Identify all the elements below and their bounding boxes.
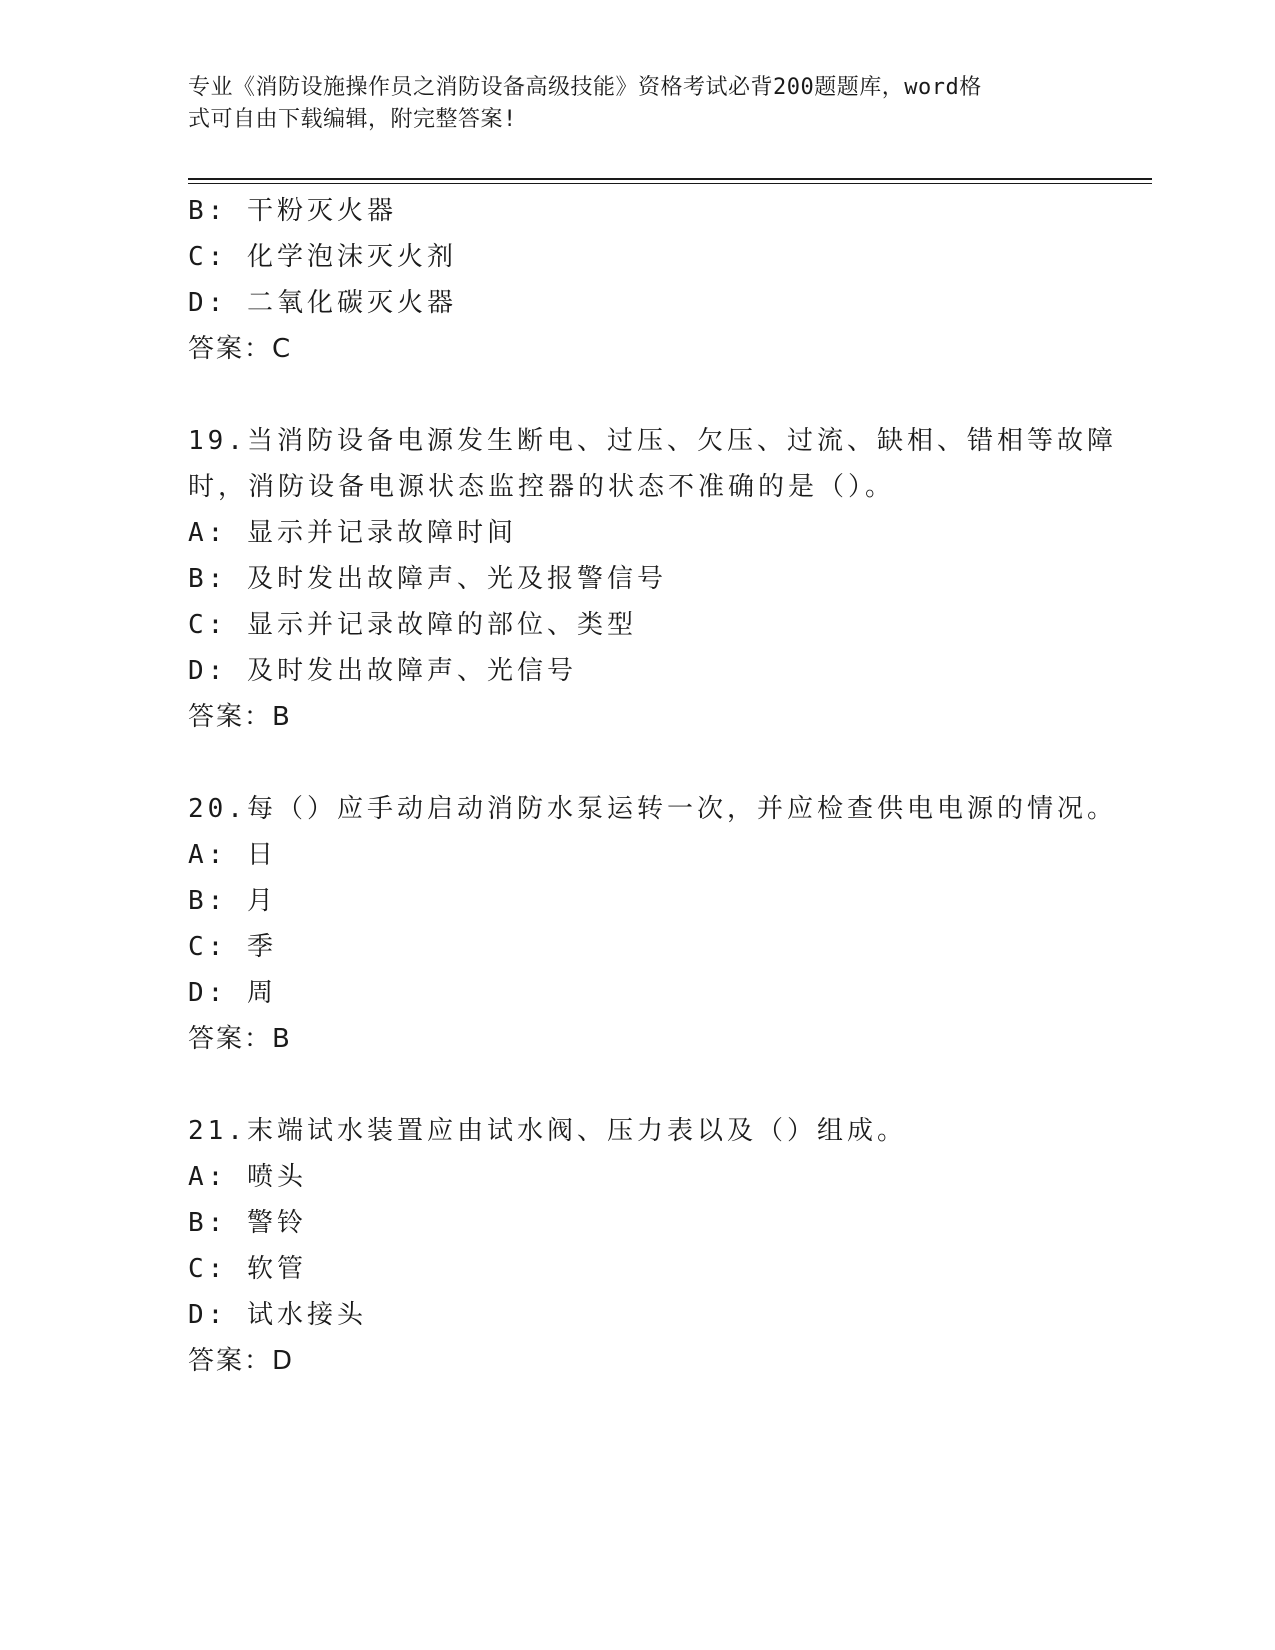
answer: 答案：B xyxy=(188,702,292,732)
option-c: C: 显示并记录故障的部位、类型 xyxy=(188,610,637,640)
option-d: D: 二氧化碳灭火器 xyxy=(188,288,457,318)
answer: 答案：D xyxy=(188,1346,295,1376)
option-b: B: 警铃 xyxy=(188,1208,307,1238)
option-a: A: 日 xyxy=(188,840,277,870)
option-c: C: 软管 xyxy=(188,1254,307,1284)
option-d: D: 及时发出故障声、光信号 xyxy=(188,656,577,686)
question-stem-line-1: 20.每（）应手动启动消防水泵运转一次，并应检查供电电源的情况。 xyxy=(188,794,1117,824)
spacer xyxy=(188,1062,1148,1108)
option-c: C: 季 xyxy=(188,932,277,962)
option-d: D: 周 xyxy=(188,978,277,1008)
option-b: B: 月 xyxy=(188,886,277,916)
option-b: B: 及时发出故障声、光及报警信号 xyxy=(188,564,667,594)
question-stem-line-1: 21.末端试水装置应由试水阀、压力表以及（）组成。 xyxy=(188,1116,907,1146)
header-rule-thick xyxy=(188,178,1152,180)
spacer xyxy=(188,740,1148,786)
spacer xyxy=(188,372,1148,418)
question-21 xyxy=(188,1108,1148,1384)
document-header xyxy=(188,72,1068,136)
option-b: B: 干粉灭火器 xyxy=(188,196,397,226)
option-c: C: 化学泡沫灭火剂 xyxy=(188,242,457,272)
question-20 xyxy=(188,786,1148,1062)
answer: 答案：C xyxy=(188,334,293,364)
question-18 xyxy=(188,188,1148,372)
option-a: A: 显示并记录故障时间 xyxy=(188,518,517,548)
header-rule-thin xyxy=(188,183,1152,184)
question-stem-line-1: 19.当消防设备电源发生断电、过压、欠压、过流、缺相、错相等故障 xyxy=(188,426,1117,456)
option-d: D: 试水接头 xyxy=(188,1300,367,1330)
answer: 答案：B xyxy=(188,1024,292,1054)
question-list xyxy=(188,188,1148,1384)
question-stem-line-2: 时，消防设备电源状态监控器的状态不准确的是（）。 xyxy=(188,472,896,502)
header-line-1: 专业《消防设施操作员之消防设备高级技能》资格考试必背200题题库，word格 xyxy=(188,75,982,100)
header-line-2: 式可自由下载编辑，附完整答案! xyxy=(188,107,517,132)
question-19 xyxy=(188,418,1148,740)
option-a: A: 喷头 xyxy=(188,1162,307,1192)
